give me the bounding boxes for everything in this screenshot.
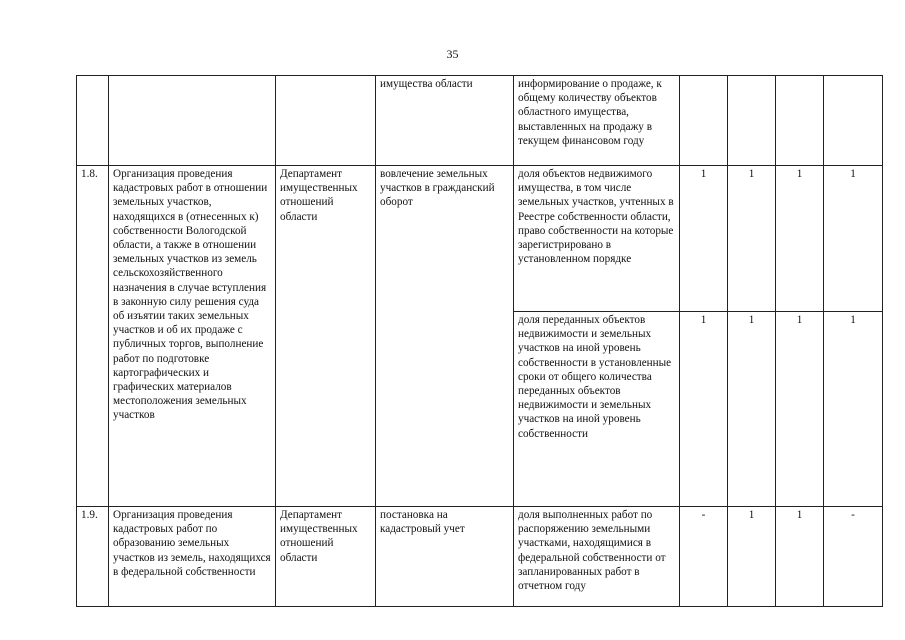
value-cell: 1 — [824, 166, 883, 312]
value-cell: - — [824, 507, 883, 607]
value-cell: 1 — [824, 312, 883, 507]
value-cell — [776, 76, 824, 166]
table-row — [77, 507, 883, 607]
value-cell: 1 — [776, 507, 824, 607]
value-cell: 1 — [728, 312, 776, 507]
indicator-cell: доля объектов недвижимого имущества, в том числе земельных участков, учтенных в Реестре собственности области, право собственности на которые зарегистрировано в установленном порядке — [514, 166, 680, 312]
table-row — [77, 166, 883, 312]
value-cell: 1 — [680, 312, 728, 507]
indicator-cell: доля выполненных работ по распоряжению земельными участками, находящимися в федеральной собственности от запланированных работ в отчетном году — [514, 507, 680, 607]
value-cell: 1 — [680, 166, 728, 312]
executor-cell: Департамент имущественных отношений области — [276, 166, 376, 507]
page-number: 35 — [446, 47, 459, 61]
value-cell: 1 — [728, 166, 776, 312]
row-number-cell: 1.8. — [77, 166, 109, 507]
task-cell — [109, 76, 276, 166]
indicator-cell: информирование о продаже, к общему количеству объектов областного имущества, выставленных на продажу в текущем финансовом году — [514, 76, 680, 166]
table-row — [77, 76, 883, 166]
result-cell: вовлечение земельных участков в гражданский оборот — [376, 166, 514, 507]
value-cell: 1 — [776, 312, 824, 507]
result-cell: постановка на кадастровый учет — [376, 507, 514, 607]
value-cell: 1 — [728, 507, 776, 607]
value-cell: - — [680, 507, 728, 607]
result-cell: имущества области — [376, 76, 514, 166]
value-cell: 1 — [776, 166, 824, 312]
row-number-cell: 1.9. — [77, 507, 109, 607]
program-table — [76, 75, 883, 607]
executor-cell — [276, 76, 376, 166]
task-cell: Организация проведения кадастровых работ в отношении земельных участков, находящихся в (отнесенных к) собственности Вологодской области, а также в отношении земельных участков из земель сельскохозяйственного назначения в случае вступления в законную силу решения суда об изъятии таких земельных участков и об их продаже с публичных торгов, выполнение работ по подготовке картографических и графических материалов местоположения земельных участков — [109, 166, 276, 507]
value-cell — [824, 76, 883, 166]
value-cell — [680, 76, 728, 166]
indicator-cell: доля переданных объектов недвижимости и земельных участков на иной уровень собственности в установленные сроки от общего количества переданных объектов недвижимости и земельных участков на иной уровень собственности — [514, 312, 680, 507]
value-cell — [728, 76, 776, 166]
row-number-cell — [77, 76, 109, 166]
task-cell: Организация проведения кадастровых работ по образованию земельных участков из земель, находящихся в федеральной собственности — [109, 507, 276, 607]
executor-cell: Департамент имущественных отношений области — [276, 507, 376, 607]
